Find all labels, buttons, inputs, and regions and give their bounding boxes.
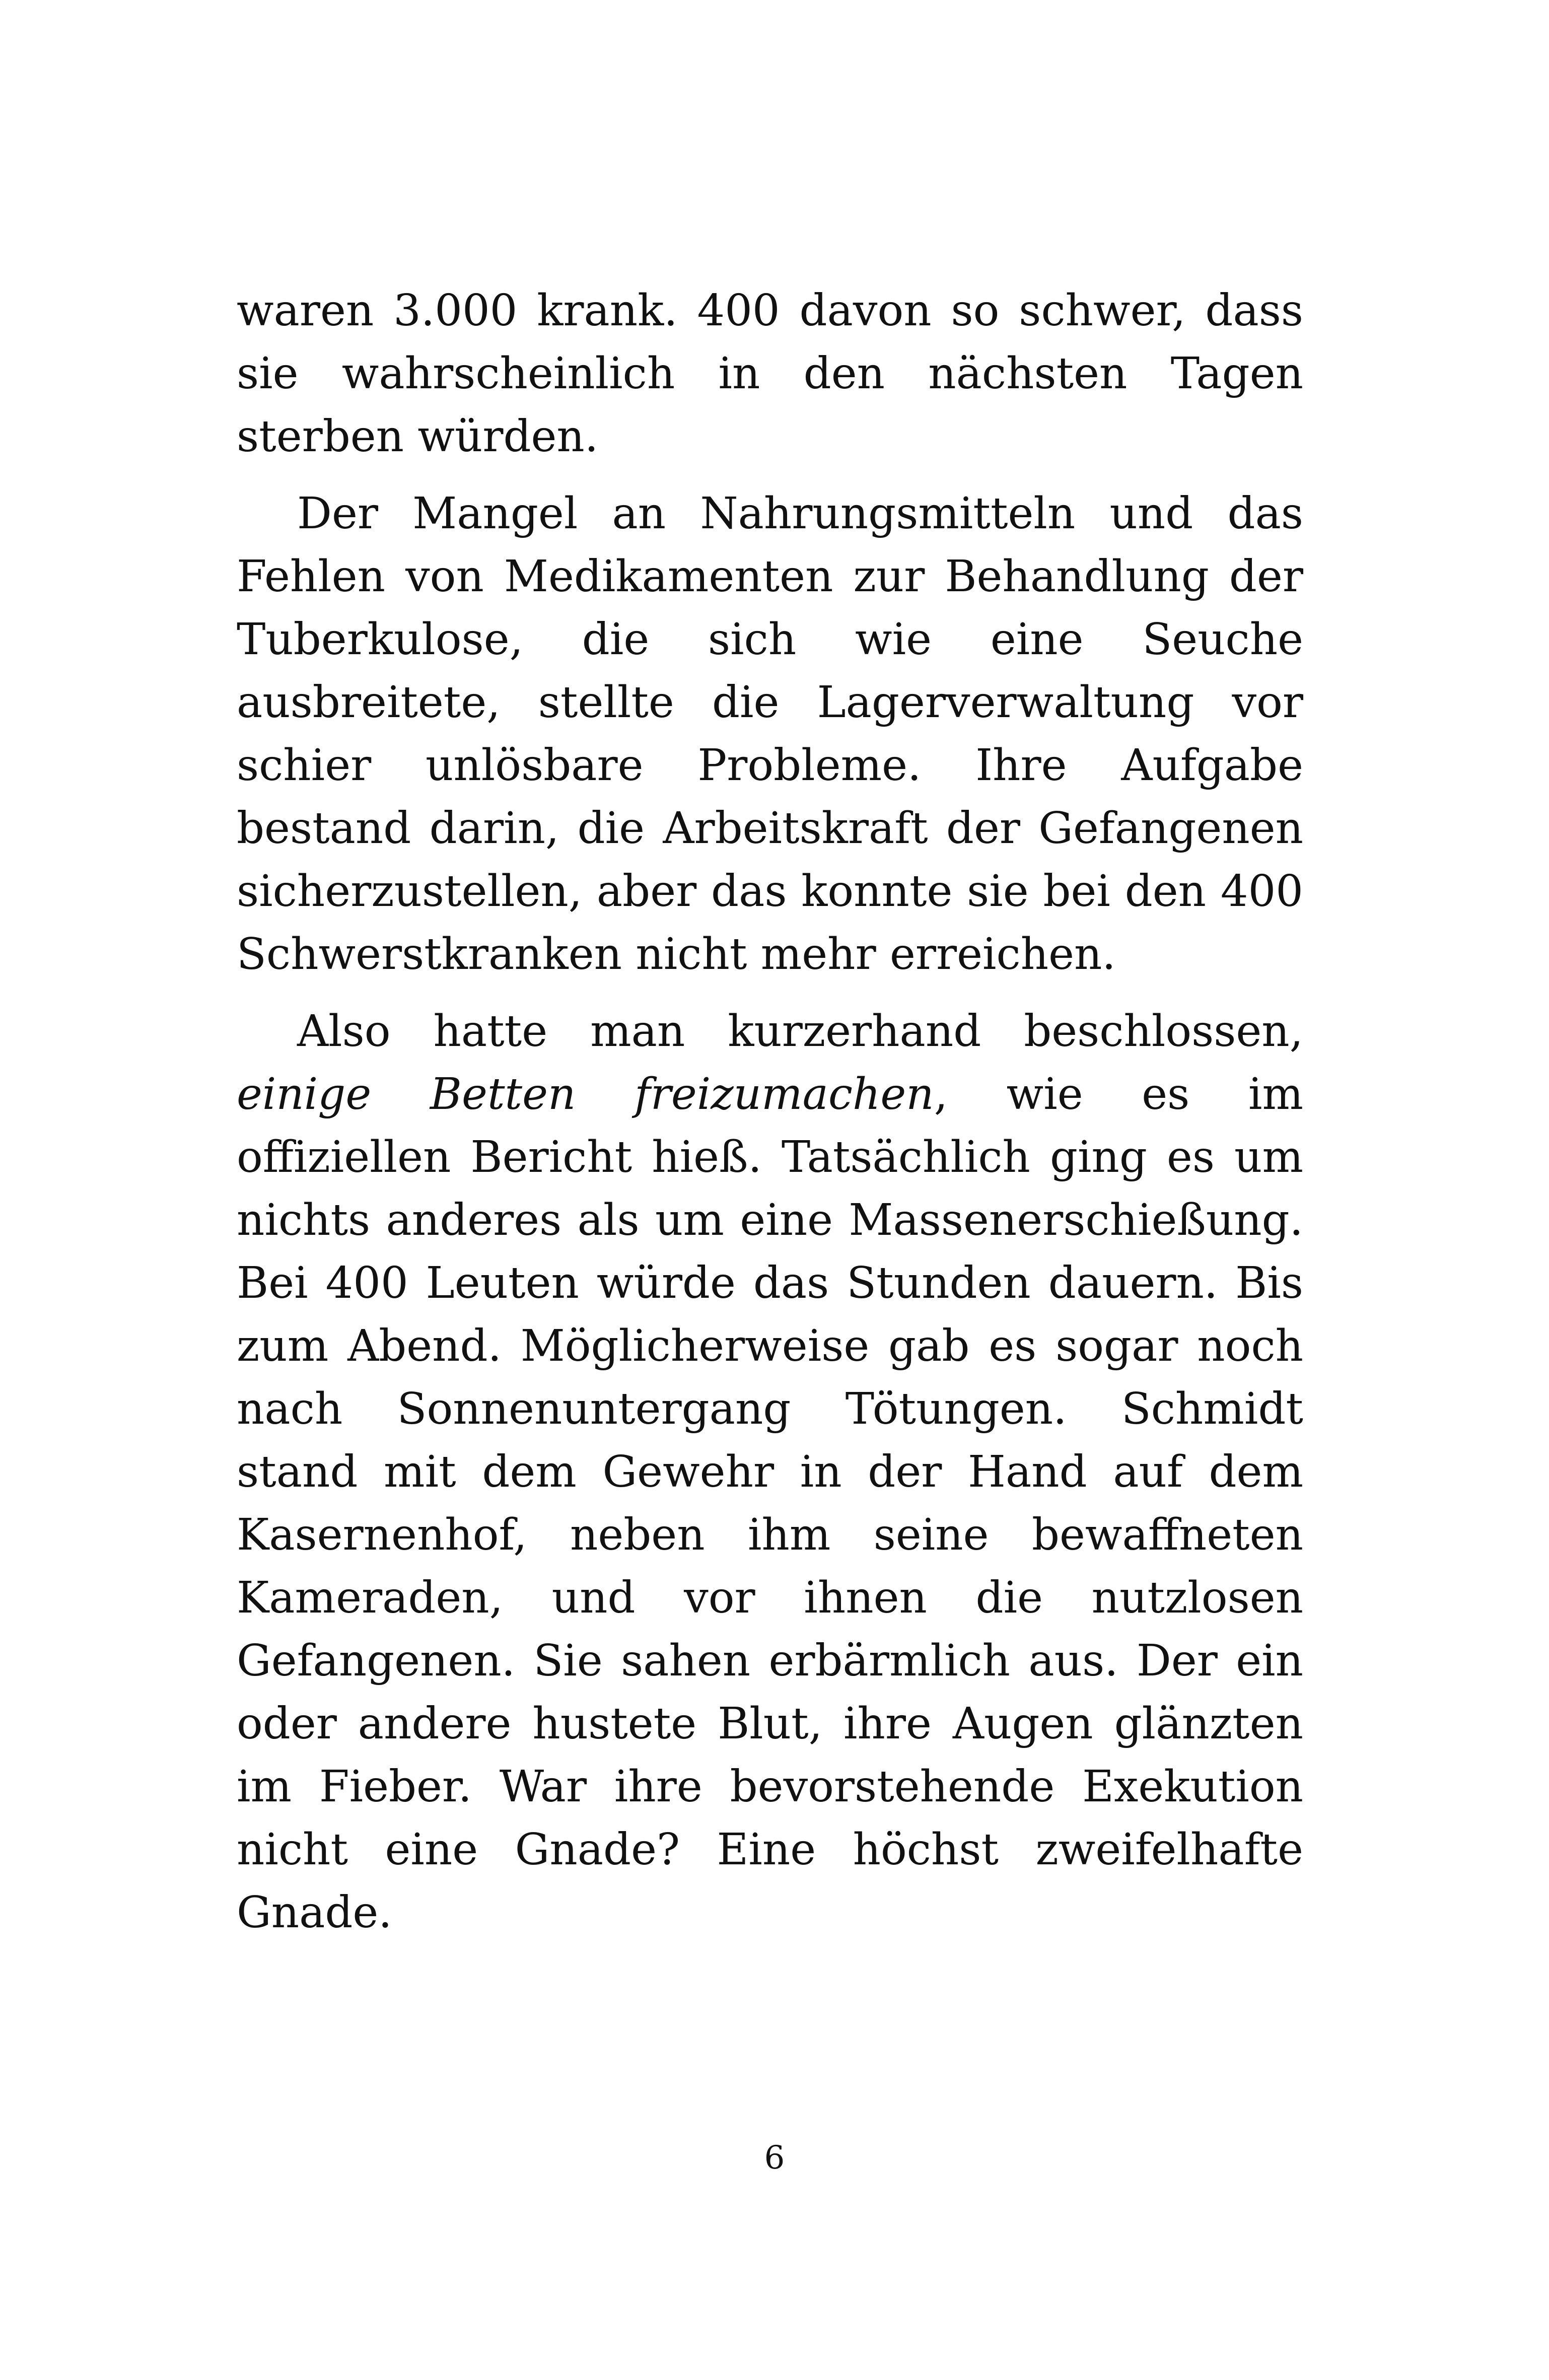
page-number: 6 xyxy=(764,2139,785,2177)
paragraph-2-text: Der Mangel an Nahrungsmitteln und das Fehlen von Medikamenten zur Behandlung der Tuberkulose, die sich wie eine Seuche ausbreitete, stellte die Lagerverwaltung vor schier unlösbare Probleme. Ihre Aufgabe bestand darin, die Arbeitskraft der Gefangenen sicherzustellen, aber das konnte sie bei den 400 Schwerstkranken nicht mehr erreichen. xyxy=(237,488,1303,979)
paragraph-1-text: waren 3.000 krank. 400 davon so schwer, dass sie wahrscheinlich in den nächsten Tagen sterben würden. xyxy=(237,286,1303,462)
paragraph-execution xyxy=(237,1000,1303,1944)
body-text xyxy=(237,279,1303,1958)
paragraph-continuation xyxy=(237,279,1303,468)
paragraph-lack-of-food xyxy=(237,482,1303,986)
paragraph-3-text-after: , wie es im offiziellen Bericht hieß. Tatsächlich ging es um nichts anderes als um eine Massenerschießung. Bei 400 Leuten würde das Stunden dauern. Bis zum Abend. Möglicherweise gab es sogar noch nach Sonnenuntergang Tötungen. Schmidt stand mit dem Gewehr in der Hand auf dem Kasernenhof, neben ihm seine bewaffneten Kameraden, und vor ihnen die nutzlosen Gefangenen. Sie sahen erbärmlich aus. Der ein oder andere hustete Blut, ihre Augen glänzten im Fieber. War ihre bevorstehende Exekution nicht eine Gnade? Eine höchst zweifelhafte Gnade. xyxy=(237,1069,1303,1938)
paragraph-3-italic-phrase: einige Betten freizumachen xyxy=(237,1069,934,1119)
paragraph-3-text-before: Also hatte man kurzerhand beschlossen, xyxy=(297,1006,1303,1057)
